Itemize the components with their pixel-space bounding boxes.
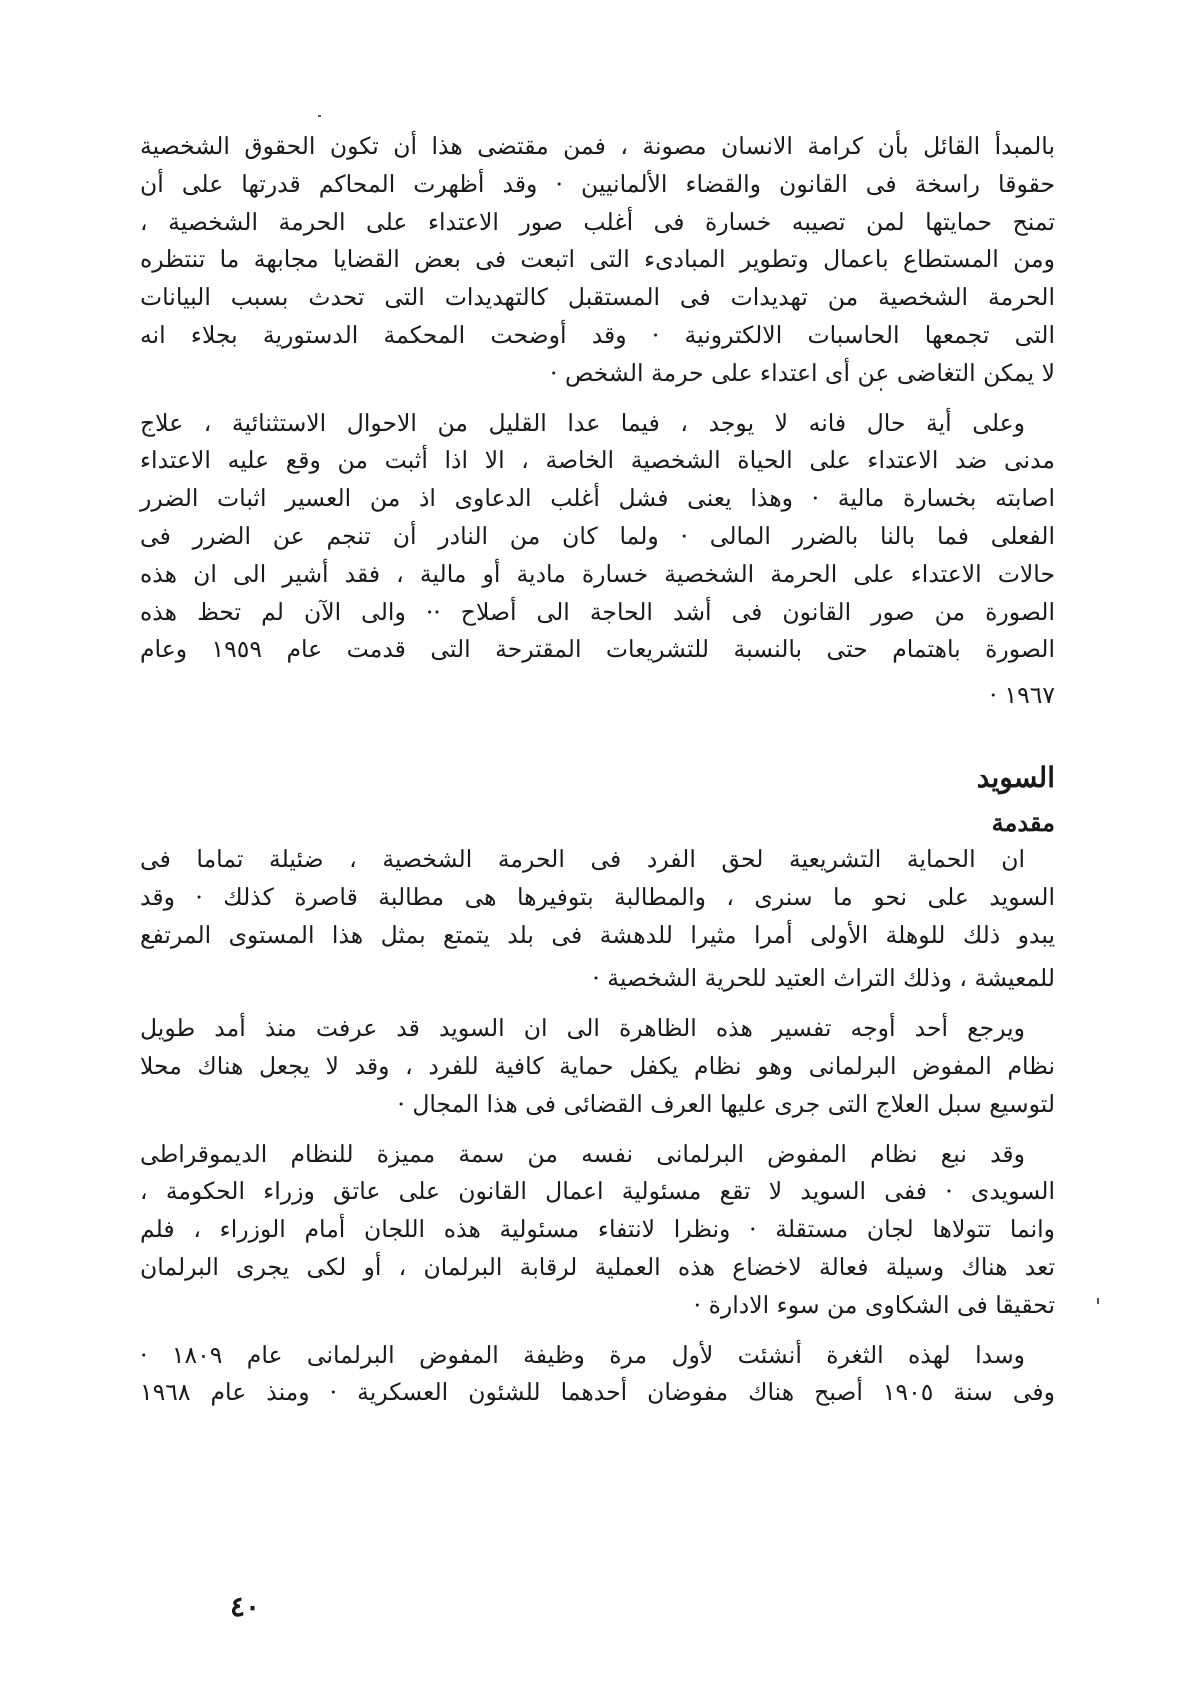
text-line: وقد نبع نظام المفوض البرلمانى نفسه من سمة مميزة للنظام الديموقراطى: [140, 1139, 1025, 1168]
paragraph-ombudsman-history: [140, 1337, 1055, 1375]
text-line: للمعيشة ، وذلك التراث العتيد للحرية الشخصية ·: [592, 964, 1055, 993]
paragraph-explanation: [140, 1010, 1055, 1048]
text-line: يبدو ذلك للوهلة الأولى أمرا مثيرا للدهشة فى بلد يتمتع بمثل هذا المستوى المرتفع: [140, 920, 1055, 949]
text-line: وسدا لهذه الثغرة أنشئت لأول مرة وظيفة المفوض البرلمانى عام ١٨٠٩ ·: [140, 1340, 1025, 1369]
text-line: الفعلى فما بالنا بالضرر المالى · ولما كان من النادر أن تنجم عن الضرر فى: [140, 521, 1055, 550]
text-line: تعد هناك وسيلة فعالة لاخضاع هذه العملية لرقابة البرلمان ، أو لكى يجرى البرلمان: [140, 1252, 1055, 1281]
text-line: ويرجع أحد أوجه تفسير هذه الظاهرة الى ان السويد قد عرفت منذ أمد طويل: [140, 1014, 1025, 1043]
text-line: ١٩٦٧ ·: [989, 681, 1055, 710]
text-line: التى تجمعها الحاسبات الالكترونية · وقد أوضحت المحكمة الدستورية بجلاء انه: [140, 320, 1055, 349]
section-heading: السويد: [976, 760, 1055, 794]
text-line: وفى سنة ١٩٠٥ أصبح هناك مفوضان أحدهما للشئون العسكرية · ومنذ عام ١٩٦٨: [140, 1378, 1055, 1407]
text-line: السويدى · ففى السويد لا تقع مسئولية اعمال القانون على عاتق وزراء الحكومة ،: [140, 1177, 1055, 1206]
paragraph-introduction: [140, 841, 1055, 879]
text-line: ان الحماية التشريعية لحق الفرد فى الحرمة الشخصية ، ضئيلة تماما فى: [140, 844, 1025, 873]
paragraph-civil-remedy: [140, 405, 1055, 443]
text-line: بالمبدأ القائل بأن كرامة الانسان مصونة ، فمن مقتضى هذا أن تكون الحقوق الشخصية: [140, 132, 1055, 160]
text-line: ومن المستطاع باعمال وتطوير المبادىء التى اتبعت فى بعض القضايا مجابهة ما تنتظره: [140, 245, 1055, 274]
text-line: السويد على نحو ما سنرى ، والمطالبة بتوفيرها هى مطالبة قاصرة كذلك · وقد: [140, 882, 1055, 911]
text-line: الصورة من صور القانون فى أشد الحاجة الى أصلاح ·· والى الآن لم تحظ هذه: [140, 597, 1055, 626]
text-line: الحرمة الشخصية من تهديدات فى المستقبل كالتهديدات التى تحدث بسبب البيانات: [140, 283, 1055, 312]
page-number: ٤٠: [230, 1590, 261, 1623]
text-line: مدنى ضد الاعتداء على الحياة الشخصية الخاصة ، الا اذا أثبت من وقع عليه الاعتداء: [140, 446, 1055, 475]
section-subheading: مقدمة: [991, 807, 1055, 837]
page-body: [140, 128, 1055, 1412]
text-line: الصورة باهتمام حتى بالنسبة للتشريعات المقترحة التى قدمت عام ١٩٥٩ وعام: [140, 635, 1055, 664]
paragraph-ombudsman-origin: [140, 1136, 1055, 1174]
text-line: لتوسيع سبل العلاج التى جرى عليها العرف القضائى فى هذا المجال ·: [397, 1089, 1055, 1118]
text-line: حالات الاعتداء على الحرمة الشخصية خسارة مادية أو مالية ، فقد أشير الى ان هذه: [140, 559, 1055, 588]
scan-speck: [318, 115, 321, 117]
paragraph-dignity: [140, 128, 1055, 393]
text-line: نظام المفوض البرلمانى وهو نظام يكفل حماية كافية للفرد ، وقد لا يجعل هناك محلا: [140, 1051, 1055, 1080]
text-line: تحقيقا فى الشكاوى من سوء الادارة ·: [693, 1290, 1055, 1319]
text-line: اصابته بخسارة مالية · وهذا يعنى فشل أغلب الدعاوى اذ من العسير اثبات الضرر: [140, 484, 1055, 513]
text-line: تمنح حمايتها لمن تصيبه خسارة فى أغلب صور الاعتداء على الحرمة الشخصية ،: [140, 207, 1055, 236]
text-line: لا يمكن التغاضى عن أى اعتداء على حرمة الشخص ·: [550, 358, 1055, 387]
scan-speck: [1097, 1298, 1099, 1304]
text-line: وعلى أية حال فانه لا يوجد ، فيما عدا القليل من الاحوال الاستثنائية ، علاج: [140, 408, 1025, 437]
text-line: وانما تتولاها لجان مستقلة · ونظرا لانتفاء مسئولية هذه اللجان أمام الوزراء ، فلم: [140, 1215, 1055, 1244]
text-line: حقوقا راسخة فى القانون والقضاء الألمانيين · وقد أظهرت المحاكم قدرتها على أن: [140, 169, 1055, 198]
scan-speck: [880, 388, 882, 391]
